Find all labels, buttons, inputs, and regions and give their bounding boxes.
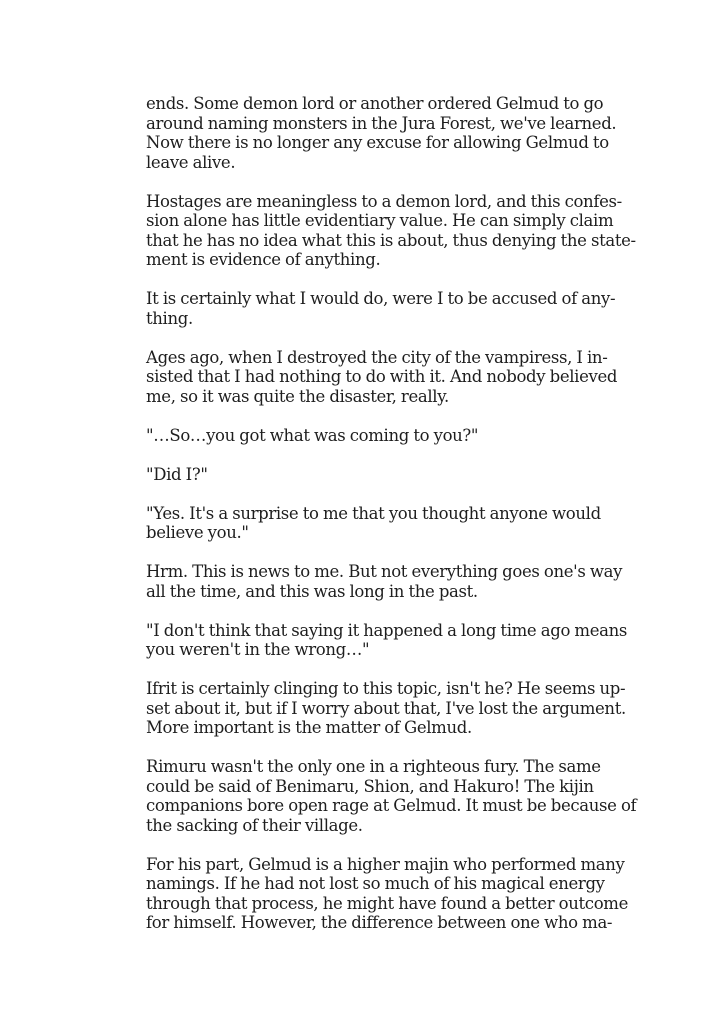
text-line: Hostages are meaningless to a demon lord, and this confes-	[146, 191, 622, 211]
text-line: set about it, but if I worry about that, I've lost the argument.	[146, 698, 626, 718]
text-line: thing.	[146, 308, 193, 328]
paragraph	[146, 347, 618, 407]
paragraph	[146, 426, 576, 446]
paragraph	[146, 854, 628, 933]
text-line: Hrm. This is news to me. But not everything goes one's way	[146, 562, 623, 581]
text-line: all the time, and this was long in the past.	[146, 581, 478, 601]
text-line: Ifrit is certainly clinging to this topic, isn't he? He seems up-	[146, 679, 626, 698]
text-line: believe you."	[146, 523, 249, 542]
text-line: "I don't think that saying it happened a long time ago means	[146, 620, 628, 640]
text-line: for himself. However, the difference between one who ma-	[146, 913, 613, 932]
body-text	[146, 94, 637, 952]
text-line: More important is the matter of Gelmud.	[146, 718, 472, 737]
text-line: Now there is no longer any excuse for allowing Gelmud to	[146, 133, 609, 152]
text-line: namings. If he had not lost so much of his magical energy	[146, 874, 605, 893]
text-line: companions bore open rage at Gelmud. It must be because of	[146, 796, 637, 815]
text-line: leave alive.	[146, 152, 236, 172]
text-line: "Did I?"	[146, 464, 208, 484]
text-line: Ages ago, when I destroyed the city of the vampiress, I in-	[146, 347, 608, 367]
text-line: It is certainly what I would do, were I to be accused of any-	[146, 289, 616, 308]
paragraph	[146, 757, 637, 835]
paragraph	[146, 465, 576, 485]
paragraph	[146, 94, 617, 172]
text-line: around naming monsters in the Jura Forest, we've learned.	[146, 113, 617, 133]
text-line: me, so it was quite the disaster, really.	[146, 386, 449, 406]
text-line: Rimuru wasn't the only one in a righteous fury. The same	[146, 757, 601, 776]
text-line: For his part, Gelmud is a higher majin who performed many	[146, 854, 625, 874]
paragraph	[146, 620, 628, 660]
text-line: ends. Some demon lord or another ordered Gelmud to go	[146, 94, 604, 113]
text-line: sisted that I had nothing to do with it. And nobody believed	[146, 367, 618, 386]
text-line: that he has no idea what this is about, thus denying the state-	[146, 230, 636, 250]
paragraph	[146, 562, 623, 601]
text-line: "…So…you got what was coming to you?"	[146, 425, 479, 445]
text-line: through that process, he might have found a better outcome	[146, 893, 628, 913]
text-line: the sacking of their village.	[146, 815, 363, 835]
paragraph	[146, 503, 601, 543]
paragraph	[146, 191, 636, 270]
paragraph	[146, 679, 626, 738]
text-line: could be said of Benimaru, Shion, and Hakuro! The kijin	[146, 776, 594, 796]
text-line: "Yes. It's a surprise to me that you thought anyone would	[146, 503, 601, 523]
text-line: ment is evidence of anything.	[146, 250, 381, 269]
text-line: sion alone has little evidentiary value. He can simply claim	[146, 211, 614, 230]
paragraph	[146, 289, 616, 328]
text-line: you weren't in the wrong…"	[146, 640, 370, 659]
